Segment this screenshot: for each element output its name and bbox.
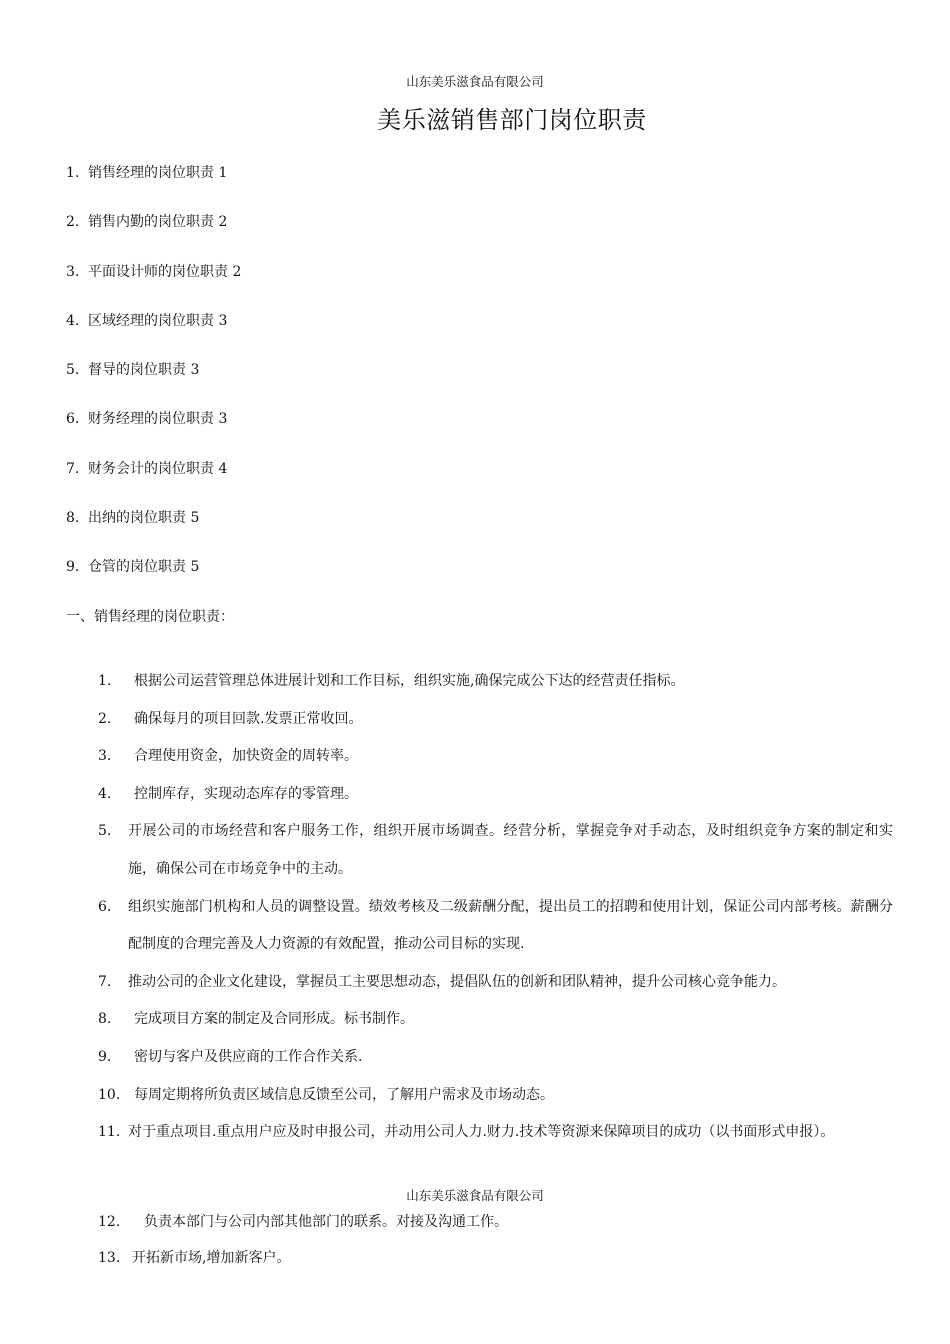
duty-number: 2.: [98, 710, 112, 727]
toc-item-number: 1.: [66, 165, 80, 181]
duty-number: 7.: [98, 973, 112, 990]
duty-item: [98, 701, 893, 739]
duties-list: [98, 663, 893, 1152]
duty-number: 13.: [98, 1250, 121, 1266]
duty-item: [98, 738, 893, 776]
duty-item: [98, 1039, 893, 1077]
duty-item: [98, 964, 893, 1002]
toc-item-text: 销售内勤的岗位职责 2: [88, 214, 228, 231]
toc-item-text: 区域经理的岗位职责 3: [88, 312, 228, 329]
duty-item: [98, 663, 893, 701]
duty-text: 完成项目方案的制定及合同形成。标书制作。: [134, 1011, 414, 1028]
duty-item: [98, 1114, 893, 1152]
duty-text: 合理使用资金，加快资金的周转率。: [134, 748, 358, 765]
table-of-contents: [66, 162, 241, 606]
page-header-company: 山东美乐滋食品有限公司: [406, 74, 544, 89]
toc-item[interactable]: [66, 408, 241, 457]
duty-text: 根据公司运营管理总体进展计划和工作目标，组织实施,确保完成公下达的经营责任指标。: [134, 673, 685, 689]
toc-item-text: 销售经理的岗位职责 1: [88, 165, 228, 181]
toc-item[interactable]: [66, 359, 241, 408]
toc-item[interactable]: [66, 310, 241, 359]
duty-text: 对于重点项目.重点用户应及时申报公司，并动用公司人力.财力.技术等资源来保障项目的成功（以书面形式申报）。: [128, 1124, 835, 1141]
toc-item-number: 8.: [66, 510, 80, 527]
duty-number: 4.: [98, 785, 112, 802]
duty-item: [98, 1240, 893, 1276]
duty-number: 12.: [98, 1214, 121, 1230]
duty-item: [98, 776, 893, 814]
duty-item: [98, 1001, 893, 1039]
toc-item-number: 2.: [66, 214, 80, 231]
toc-item-number: 5.: [66, 362, 80, 379]
duty-number: 9.: [98, 1048, 112, 1065]
toc-item-text: 仓管的岗位职责 5: [88, 559, 200, 576]
toc-item-text: 平面设计师的岗位职责 2: [88, 263, 242, 280]
duty-item: [98, 1204, 893, 1240]
duty-number: 3.: [98, 748, 112, 765]
toc-item[interactable]: [66, 162, 241, 211]
toc-item-number: 4.: [66, 312, 80, 329]
duty-item: [98, 813, 893, 888]
duty-text: 开展公司的市场经营和客户服务工作，组织开展市场调查。经营分析，掌握竞争对手动态，及时组织竞争方案的制定和实施，确保公司在市场竞争中的主动。: [128, 823, 893, 877]
toc-item-number: 7.: [66, 460, 80, 477]
toc-item[interactable]: [66, 507, 241, 556]
toc-item-number: 3.: [66, 263, 80, 280]
toc-item[interactable]: [66, 261, 241, 310]
toc-item-number: 6.: [66, 411, 80, 428]
duty-number: 5.: [98, 823, 112, 840]
duty-number: 10.: [98, 1086, 121, 1103]
toc-item[interactable]: [66, 458, 241, 507]
toc-item[interactable]: [66, 556, 241, 605]
duty-item: [98, 1077, 893, 1115]
toc-item-number: 9.: [66, 559, 80, 576]
duty-text: 确保每月的项目回款.发票正常收回。: [134, 710, 363, 727]
duty-item: [98, 889, 893, 964]
duty-text: 控制库存，实现动态库存的零管理。: [134, 785, 358, 802]
section-heading: 一、销售经理的岗位职责：: [66, 609, 234, 625]
document-title: 美乐滋销售部门岗位职责: [377, 106, 647, 134]
duty-number: 8.: [98, 1011, 112, 1028]
toc-item-text: 出纳的岗位职责 5: [88, 510, 200, 527]
duty-number: 6.: [98, 898, 112, 915]
toc-item-text: 督导的岗位职责 3: [88, 362, 200, 379]
toc-item-text: 财务会计的岗位职责 4: [88, 460, 228, 477]
duty-text: 组织实施部门机构和人员的调整设置。绩效考核及二级薪酬分配，提出员工的招聘和使用计划，保证公司内部考核。薪酬分配制度的合理完善及人力资源的有效配置，推动公司目标的实现.: [128, 898, 893, 953]
duty-number: 11.: [98, 1124, 121, 1141]
duty-text: 密切与客户及供应商的工作合作关系.: [134, 1048, 363, 1065]
duty-text: 负责本部门与公司内部其他部门的联系。对接及沟通工作。: [144, 1214, 508, 1230]
duty-text: 每周定期将所负责区域信息反馈至公司，了解用户需求及市场动态。: [134, 1086, 554, 1103]
duties-list-continued: [98, 1204, 893, 1276]
duty-text: 开拓新市场,增加新客户。: [132, 1250, 291, 1266]
toc-item[interactable]: [66, 211, 241, 260]
duty-text: 推动公司的企业文化建设，掌握员工主要思想动态，提倡队伍的创新和团队精神，提升公司核心竞争能力。: [128, 973, 786, 990]
duty-number: 1.: [98, 673, 112, 689]
page-footer-company: 山东美乐滋食品有限公司: [406, 1188, 544, 1203]
toc-item-text: 财务经理的岗位职责 3: [88, 411, 228, 428]
